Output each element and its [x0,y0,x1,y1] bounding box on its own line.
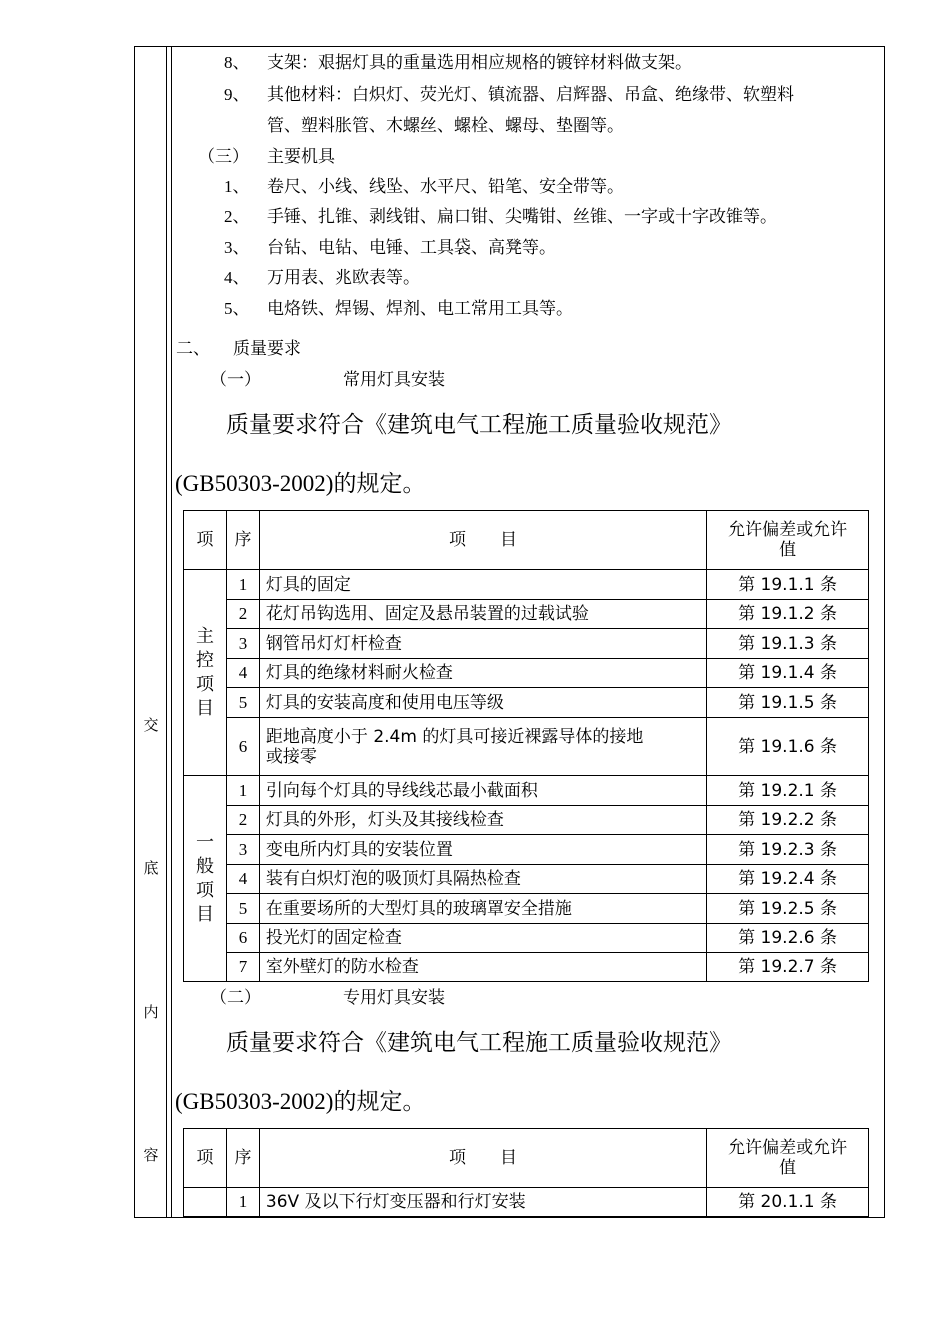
group-main-control: 主 控 项 目 [184,570,227,776]
table-row [184,718,869,776]
row-item: 装有白炽灯泡的吸顶灯具隔热检查 [259,865,706,894]
row-seq: 3 [226,629,259,659]
header-col-tolerance: 允许偏差或允许 值 [707,511,869,570]
quality-table-1 [183,510,869,982]
row-seq: 2 [226,600,259,629]
tool-item-2-number: 2、 [224,207,250,226]
row-seq: 7 [226,953,259,982]
subsection-2-title: 专用灯具安装 [343,988,445,1008]
row-seq: 5 [226,688,259,718]
quality-statement-1: 质量要求符合《建筑电气工程施工质量验收规范》 [226,412,732,438]
side-label-char: 底 [143,859,159,877]
header-col-project: 项 目 [259,1129,706,1188]
table-row [184,1188,869,1217]
table-row [184,776,869,806]
row-value: 第 19.1.2 条 [707,600,869,629]
table-row [184,629,869,659]
part-2-title: 质量要求 [233,339,301,359]
row-item: 室外壁灯的防水检查 [259,953,706,982]
row-value: 第 19.1.6 条 [707,718,869,776]
tool-item-4-text: 万用表、兆欧表等。 [267,268,420,288]
row-item: 在重要场所的大型灯具的玻璃罩安全措施 [259,894,706,924]
row-value: 第 19.2.5 条 [707,894,869,924]
row-seq: 3 [226,835,259,865]
row-value: 第 19.2.4 条 [707,865,869,894]
header-col-item: 项 [184,1129,227,1188]
tool-item-2-text: 手锤、扎锥、剥线钳、扁口钳、尖嘴钳、丝锥、一字或十字改锥等。 [267,207,777,227]
header-col-item: 项 [184,511,227,570]
row-item: 钢管吊灯灯杆检查 [259,629,706,659]
tool-item-1-text: 卷尺、小线、线坠、水平尺、铅笔、安全带等。 [267,177,624,197]
tool-item-5-number: 5、 [224,299,250,318]
row-item: 投光灯的固定检查 [259,924,706,953]
tool-item-1-number: 1、 [224,177,250,196]
group-general: 一 般 项 目 [184,776,227,982]
row-seq: 1 [226,1188,259,1217]
quality-statement-2: 质量要求符合《建筑电气工程施工质量验收规范》 [226,1030,732,1056]
row-value: 第 19.2.6 条 [707,924,869,953]
table-row [184,894,869,924]
table-row [184,924,869,953]
row-seq: 6 [226,924,259,953]
row-seq: 1 [226,570,259,600]
subsection-1-number: （一） [210,370,261,390]
table-row [184,806,869,835]
row-item: 灯具的固定 [259,570,706,600]
table-row [184,835,869,865]
row-value: 第 19.2.1 条 [707,776,869,806]
tool-item-3-text: 台钻、电钻、电锤、工具袋、高凳等。 [267,238,556,258]
part-2-number: 二、 [176,339,210,359]
row-item: 灯具的外形，灯头及其接线检查 [259,806,706,835]
row-seq: 6 [226,718,259,776]
material-item-8: 8、 [224,53,250,72]
header-col-seq: 序 [226,511,259,570]
side-label-char: 容 [143,1146,159,1164]
section-3-title: 主要机具 [267,147,335,167]
row-value: 第 20.1.1 条 [707,1188,869,1217]
row-value: 第 19.2.7 条 [707,953,869,982]
row-item: 灯具的安装高度和使用电压等级 [259,688,706,718]
tool-item-3-number: 3、 [224,238,250,257]
row-value: 第 19.1.4 条 [707,659,869,688]
material-item-9-text: 其他材料：白炽灯、荧光灯、镇流器、启辉器、吊盒、绝缘带、软塑料 [267,85,794,105]
table-row [184,570,869,600]
quality-table-2 [183,1128,869,1217]
row-seq: 5 [226,894,259,924]
table-row [184,953,869,982]
side-label-char: 交 [143,716,159,734]
row-item: 36V 及以下行灯变压器和行灯安装 [259,1188,706,1217]
table-row [184,659,869,688]
header-col-project: 项 目 [259,511,706,570]
row-item: 引向每个灯具的导线线芯最小截面积 [259,776,706,806]
row-item: 灯具的绝缘材料耐火检查 [259,659,706,688]
group-cell [184,1188,227,1217]
row-value: 第 19.1.1 条 [707,570,869,600]
row-item: 距地高度小于 2.4m 的灯具可接近裸露导体的接地 或接零 [259,718,706,776]
tool-item-4-number: 4、 [224,268,250,287]
subsection-2-number: （二） [210,988,261,1008]
table-row [184,600,869,629]
row-value: 第 19.1.5 条 [707,688,869,718]
section-3-number: （三） [198,147,249,167]
row-value: 第 19.2.3 条 [707,835,869,865]
material-item-9: 9、 [224,85,250,104]
subsection-1-title: 常用灯具安装 [343,370,445,390]
row-seq: 2 [226,806,259,835]
material-item-9-continued: 管、塑料胀管、木螺丝、螺栓、螺母、垫圈等。 [267,116,624,136]
row-seq: 4 [226,865,259,894]
row-item: 花灯吊钩选用、固定及悬吊装置的过载试验 [259,600,706,629]
row-value: 第 19.2.2 条 [707,806,869,835]
row-seq: 1 [226,776,259,806]
row-value: 第 19.1.3 条 [707,629,869,659]
table-row [184,865,869,894]
quality-statement-2-code: (GB50303-2002)的规定。 [175,1089,426,1115]
row-seq: 4 [226,659,259,688]
header-col-tolerance: 允许偏差或允许 值 [707,1129,869,1188]
header-col-seq: 序 [226,1129,259,1188]
side-label-char: 内 [143,1003,159,1021]
material-item-8-text: 支架：艰据灯具的重量选用相应规格的镀锌材料做支架。 [267,53,692,73]
table-row [184,688,869,718]
table-header-row [184,511,869,570]
row-item: 变电所内灯具的安装位置 [259,835,706,865]
table-header-row [184,1129,869,1188]
tool-item-5-text: 电烙铁、焊锡、焊剂、电工常用工具等。 [267,299,573,319]
quality-statement-1-code: (GB50303-2002)的规定。 [175,471,426,497]
